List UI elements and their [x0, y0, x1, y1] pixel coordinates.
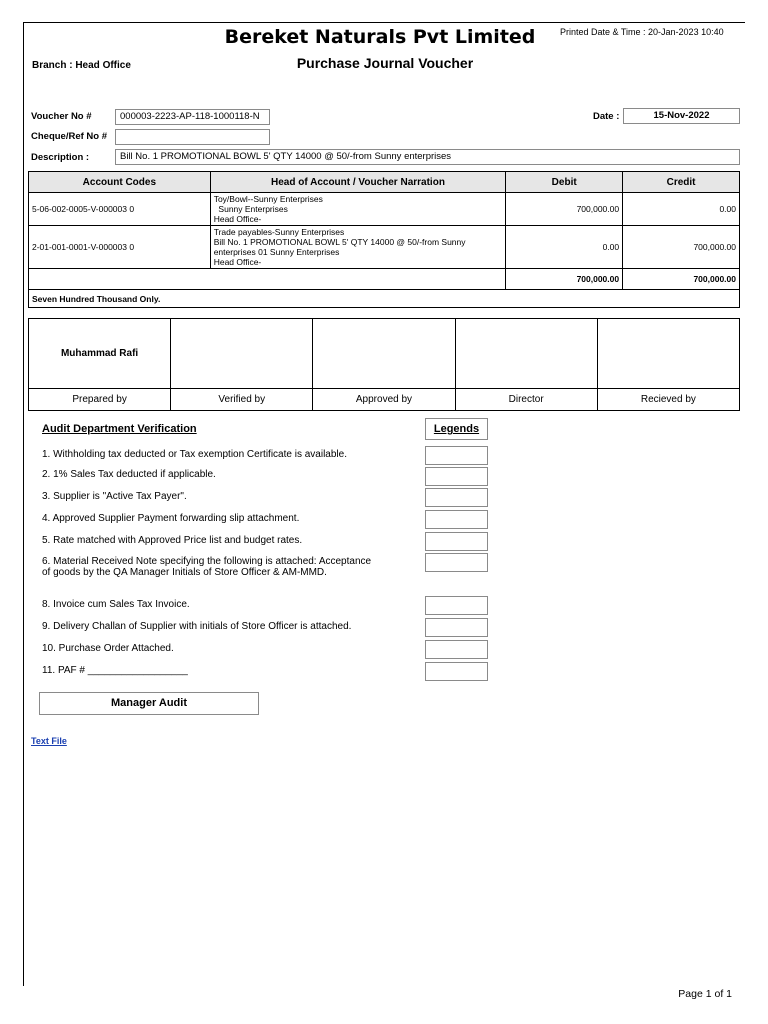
- table-row: [29, 226, 740, 269]
- audit-item: 3. Supplier is "Active Tax Payer".: [42, 491, 187, 502]
- account-table: [28, 171, 740, 308]
- audit-item: 2. 1% Sales Tax deducted if applicable.: [42, 469, 216, 480]
- amount-in-words: Seven Hundred Thousand Only.: [29, 290, 740, 308]
- audit-item: 8. Invoice cum Sales Tax Invoice.: [42, 599, 190, 610]
- description-field: Bill No. 1 PROMOTIONAL BOWL 5' QTY 14000 @ 50/-from Sunny enterprises: [115, 149, 740, 165]
- manager-audit-box: Manager Audit: [39, 692, 259, 715]
- voucher-type-title: Purchase Journal Voucher: [296, 55, 474, 71]
- date-label: Date :: [593, 111, 620, 122]
- role-director: Director: [455, 389, 597, 411]
- col-account-codes: Account Codes: [29, 172, 211, 193]
- signature-table: [28, 318, 740, 411]
- prepared-by-name: Muhammad Rafi: [29, 319, 171, 389]
- credit-amount: 0.00: [623, 193, 740, 226]
- role-received-by: Recieved by: [597, 389, 739, 411]
- narration-line: Head Office-: [213, 257, 262, 267]
- narration-line: Bill No. 1 PROMOTIONAL BOWL 5' QTY 14000 @ 50/-from Sunny enterprises 01 Sunny Enterprises: [213, 237, 466, 257]
- voucher-no-field: 000003-2223-AP-118-1000118-N: [115, 109, 270, 125]
- cheque-ref-label: Cheque/Ref No #: [31, 131, 108, 142]
- audit-item: 6. Material Received Note specifying the following is attached: Acceptance of goods by the QA Manager Initials of Store Officer & AM-MMD.: [42, 556, 372, 578]
- date-field: 15-Nov-2022: [623, 108, 740, 124]
- verified-signature-box: [171, 319, 313, 389]
- audit-checkbox[interactable]: [425, 662, 488, 681]
- narration: [210, 226, 506, 269]
- role-approved-by: Approved by: [313, 389, 455, 411]
- col-debit: Debit: [506, 172, 623, 193]
- table-row: [29, 193, 740, 226]
- left-border-line: [23, 22, 24, 986]
- audit-checkbox[interactable]: [425, 467, 488, 486]
- audit-checkbox[interactable]: [425, 596, 488, 615]
- signature-space-row: [29, 319, 740, 389]
- audit-item: 9. Delivery Challan of Supplier with initials of Store Officer is attached.: [42, 621, 352, 632]
- role-prepared-by: Prepared by: [29, 389, 171, 411]
- total-debit: 700,000.00: [506, 269, 623, 290]
- voucher-no-label: Voucher No #: [31, 111, 92, 122]
- audit-item: 10. Purchase Order Attached.: [42, 643, 174, 654]
- debit-amount: 700,000.00: [506, 193, 623, 226]
- received-signature-box: [597, 319, 739, 389]
- approved-signature-box: [313, 319, 455, 389]
- col-head-of-account: Head of Account / Voucher Narration: [210, 172, 506, 193]
- audit-item: 1. Withholding tax deducted or Tax exemption Certificate is available.: [42, 449, 347, 460]
- director-signature-box: [455, 319, 597, 389]
- signature-roles-row: [29, 389, 740, 411]
- audit-checkbox[interactable]: [425, 446, 488, 465]
- narration: [210, 193, 506, 226]
- totals-row: [29, 269, 740, 290]
- printed-datetime: Printed Date & Time : 20-Jan-2023 10:40: [560, 27, 724, 37]
- page-number: Page 1 of 1: [678, 988, 732, 1000]
- audit-checkbox[interactable]: [425, 532, 488, 551]
- cheque-ref-field: [115, 129, 270, 145]
- audit-checkbox[interactable]: [425, 640, 488, 659]
- audit-item: 11. PAF # __________________: [42, 665, 188, 676]
- text-file-link[interactable]: Text File: [31, 736, 67, 746]
- audit-item: 5. Rate matched with Approved Price list and budget rates.: [42, 535, 303, 546]
- credit-amount: 700,000.00: [623, 226, 740, 269]
- company-name: Bereket Naturals Pvt Limited: [224, 26, 536, 48]
- narration-line: Head Office-: [213, 214, 262, 224]
- role-verified-by: Verified by: [171, 389, 313, 411]
- legends-heading: Legends: [425, 418, 488, 440]
- narration-line: Toy/Bowl--Sunny Enterprises: [213, 194, 323, 204]
- account-code: 5-06-002-0005-V-000003 0: [29, 193, 211, 226]
- narration-line: Sunny Enterprises: [213, 204, 288, 214]
- branch-label: Branch : Head Office: [32, 60, 131, 71]
- table-header-row: [29, 172, 740, 193]
- debit-amount: 0.00: [506, 226, 623, 269]
- description-label: Description :: [31, 152, 90, 163]
- audit-checkbox[interactable]: [425, 510, 488, 529]
- account-code: 2-01-001-0001-V-000003 0: [29, 226, 211, 269]
- audit-item: 4. Approved Supplier Payment forwarding slip attachment.: [42, 513, 300, 524]
- audit-checkbox[interactable]: [425, 618, 488, 637]
- top-border-line: [23, 22, 745, 23]
- audit-checkbox[interactable]: [425, 488, 488, 507]
- col-credit: Credit: [623, 172, 740, 193]
- total-credit: 700,000.00: [623, 269, 740, 290]
- audit-section-title: Audit Department Verification: [42, 423, 197, 435]
- amount-words-row: [29, 290, 740, 308]
- narration-line: Trade payables-Sunny Enterprises: [213, 227, 345, 237]
- audit-checkbox[interactable]: [425, 553, 488, 572]
